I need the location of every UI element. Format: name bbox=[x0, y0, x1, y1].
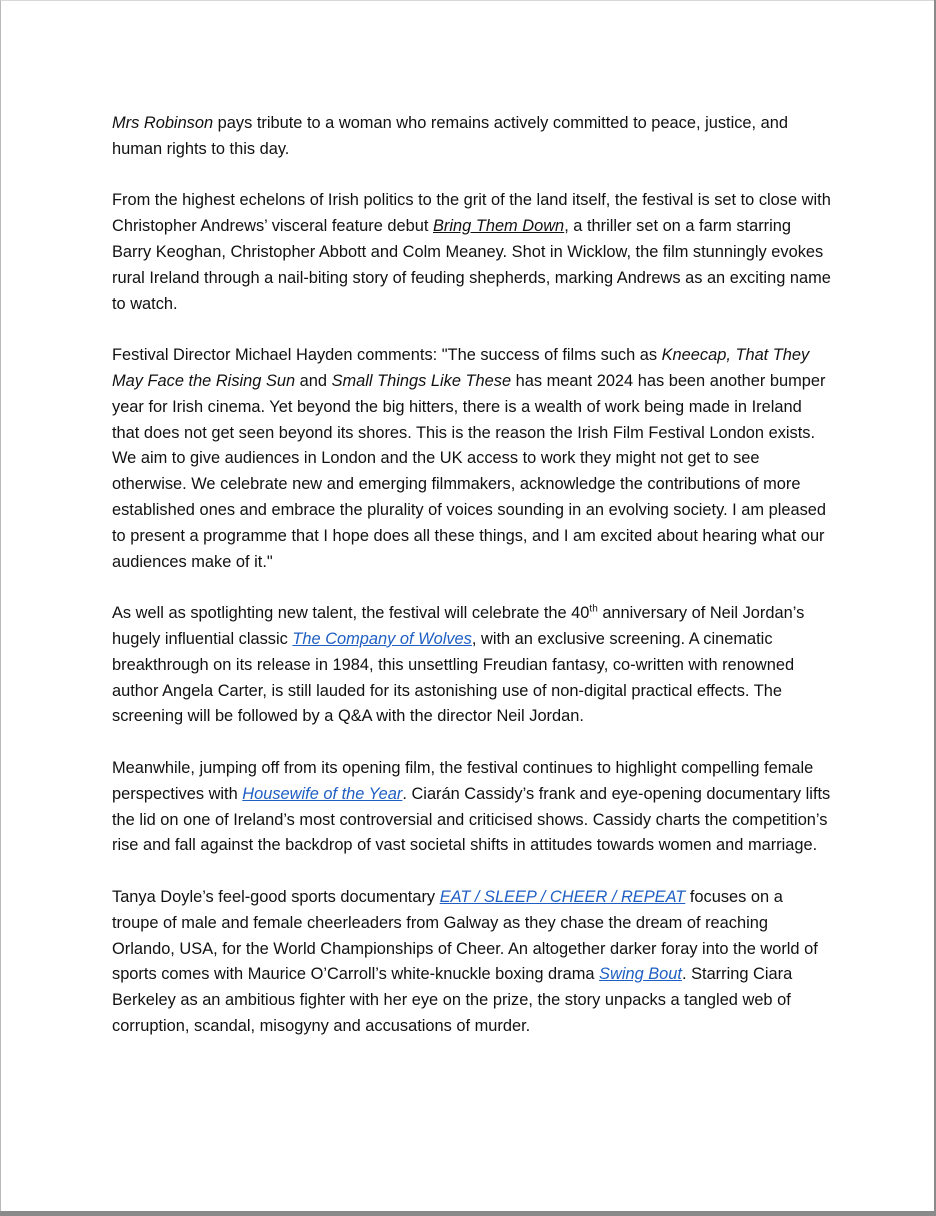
paragraph-text: , with an exclusive screening. A cinematic breakthrough on its release in 1984, this unsettling Freudian fantasy, co-written with renowned author Angela Carter, is still lauded for its astonishing use of non-digital practical effects. The screening will be followed by a Q&A with the director Neil Jordan. bbox=[112, 629, 795, 726]
ordinal-suffix: th bbox=[589, 603, 598, 615]
paragraph-company-of-wolves bbox=[112, 601, 832, 730]
link-the-company-of-wolves[interactable]: The Company of Wolves bbox=[292, 629, 472, 648]
link-eat-sleep-cheer-repeat[interactable]: EAT / SLEEP / CHEER / REPEAT bbox=[439, 887, 686, 906]
document-body bbox=[112, 111, 832, 1065]
paragraph-text: anniversary of Neil Jordan’s hugely influential classic bbox=[112, 604, 805, 648]
film-titles-kneecap: Kneecap, That They May Face the Rising Sun bbox=[112, 346, 810, 390]
film-title-small-things: Small Things Like These bbox=[331, 371, 512, 390]
film-title-mrs-robinson: Mrs Robinson bbox=[112, 114, 214, 132]
paragraph-text: and bbox=[295, 371, 332, 390]
paragraph-text: . Starring Ciara Berkeley as an ambitious fighter with her eye on the prize, the story unpacks a tangled web of corruption, scandal, misogyny and accusations of murder. bbox=[112, 965, 793, 1035]
paragraph-closing-film bbox=[112, 188, 832, 317]
paragraph-text: Tanya Doyle’s feel-good sports documentary bbox=[112, 887, 440, 906]
paragraph-text: As well as spotlighting new talent, the festival will celebrate the 40 bbox=[112, 604, 590, 623]
paragraph-text: focuses on a troupe of male and female cheerleaders from Galway as they chase the dream of reaching Orlando, USA, for the World Championships of Cheer. An altogether darker foray into the world of sports comes with Maurice O’Carroll’s white-knuckle boxing drama bbox=[112, 887, 818, 984]
paragraph-text: has meant 2024 has been another bumper year for Irish cinema. Yet beyond the big hitters, there is a wealth of work being made in Ireland that does not get seen beyond its shores. This is the reason the Irish Film Festival London exists. We aim to give audiences in London and the UK access to work they might not get to see otherwise. We celebrate new and emerging filmmakers, acknowledge the contributions of more established ones and embrace the plurality of voices sounding in an evolving society. I am pleased to present a programme that I hope does all these things, and I am excited about hearing what our audiences make of it." bbox=[112, 371, 827, 571]
paragraph-housewife-of-the-year bbox=[112, 756, 832, 859]
paragraph-text: , a thriller set on a farm starring Barry Keoghan, Christopher Abbott and Colm Meaney. Shot in Wicklow, the film stunningly evokes rural Ireland through a nail-biting story of feuding shepherds, marking Andrews as an exciting name to watch. bbox=[112, 217, 831, 313]
paragraph-text: pays tribute to a woman who remains actively committed to peace, justice, and human rights to this day. bbox=[112, 114, 788, 158]
paragraph-text: From the highest echelons of Irish politics to the grit of the land itself, the festival is set to close with Christopher Andrews’ visceral feature debut bbox=[112, 191, 831, 236]
paragraph-text: . Ciarán Cassidy’s frank and eye-opening documentary lifts the lid on one of Ireland’s most controversial and criticised shows. Cassidy charts the competition’s rise and fall against the backdrop of vast societal shifts in attitudes towards women and marriage. bbox=[112, 784, 831, 855]
paragraph-mrs-robinson bbox=[112, 111, 832, 163]
link-swing-bout[interactable]: Swing Bout bbox=[599, 965, 682, 984]
paragraph-director-quote bbox=[112, 343, 832, 575]
link-housewife-of-the-year[interactable]: Housewife of the Year bbox=[242, 784, 403, 803]
paragraph-text: Meanwhile, jumping off from its opening film, the festival continues to highlight compelling female perspectives with bbox=[112, 758, 814, 803]
film-title-bring-them-down: Bring Them Down bbox=[433, 217, 565, 236]
paragraph-sports-documentaries bbox=[112, 885, 832, 1040]
paragraph-text: Festival Director Michael Hayden comments: "The success of films such as bbox=[112, 346, 662, 365]
